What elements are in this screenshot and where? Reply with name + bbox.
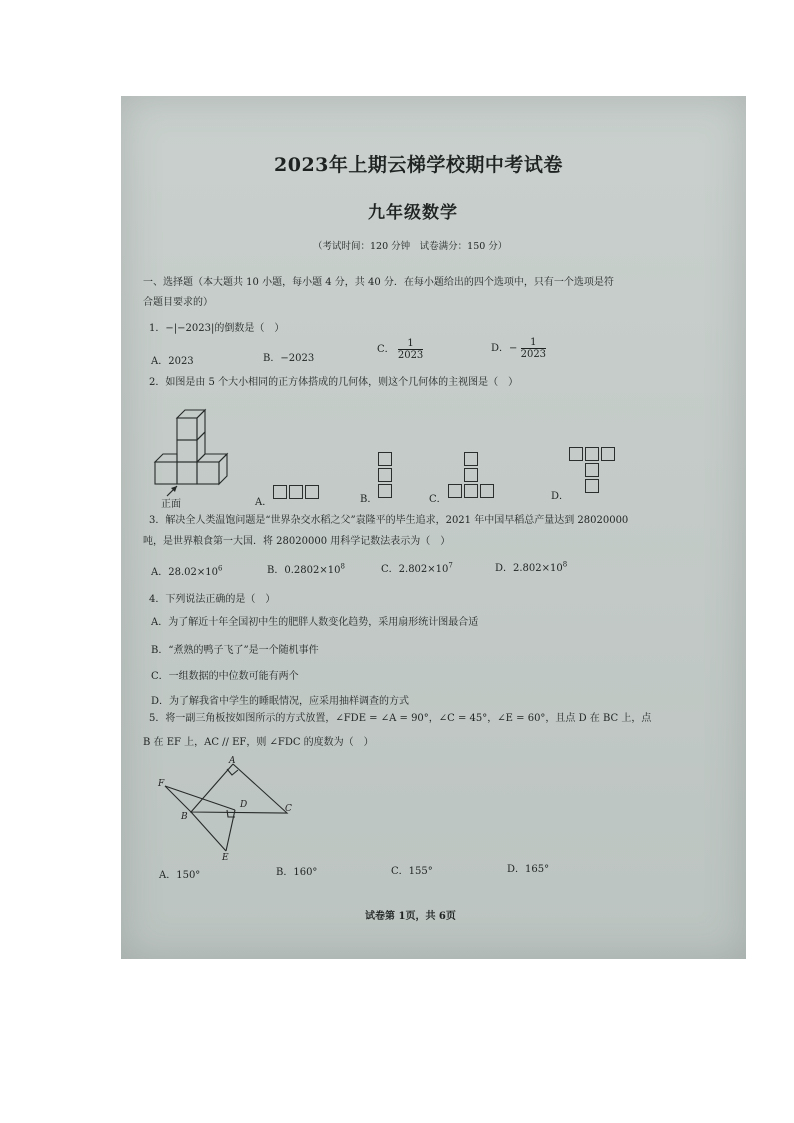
- q5-label-E: E: [222, 853, 229, 860]
- exam-sheet: [121, 96, 746, 959]
- q1-stem: [149, 319, 284, 334]
- q5-option-b: B．160°: [276, 867, 318, 878]
- q2-option-c: C．: [429, 494, 447, 505]
- q4-option-d: D．为了解我省中学生的睡眠情况，应采用抽样调查的方式: [151, 696, 410, 707]
- q1-option-d-label: D．−: [491, 343, 518, 354]
- q3-stem-line1: 3．解决全人类温饱问题是“世界杂交水稻之父”袁隆平的毕生追求，2021 年中国早稻总产量达到 28020000: [149, 515, 629, 526]
- q5-label-B: B: [181, 812, 188, 822]
- q2-option-d: D．: [551, 491, 570, 502]
- q1-expression: −|−2023|: [165, 323, 215, 334]
- q3-option-a: [151, 563, 222, 578]
- q3-option-d-exponent: 8: [562, 560, 568, 569]
- q1-option-c-label: C．: [377, 344, 395, 355]
- q5-label-F: F: [158, 779, 165, 789]
- q5-triangle-figure: [151, 756, 301, 860]
- q3-option-b-exponent: 8: [340, 562, 345, 571]
- q1-question: 的倒数是（ ）: [214, 323, 285, 334]
- q1-option-d: [491, 337, 546, 360]
- q4-option-a: A．为了解近十年全国初中生的肥胖人数变化趋势，采用扇形统计图最合适: [151, 617, 479, 628]
- q5-option-c: C．155°: [391, 866, 433, 877]
- q4-stem: 4．下列说法正确的是（ ）: [149, 594, 276, 605]
- q5-stem-line1: 5．将一副三角板按如图所示的方式放置，∠FDE = ∠A = 90°，∠C = 45°，∠E = 60°，且点 D 在 BC 上，点: [149, 713, 652, 724]
- q2-stem: 2．如图是由 5 个大小相同的正方体搭成的几何体，则这个几何体的主视图是（ ）: [149, 377, 519, 388]
- q5-label-C: C: [285, 804, 292, 814]
- q3-option-c: [381, 560, 453, 575]
- section-heading-line2: 合题目要求的）: [143, 297, 213, 308]
- section-heading-line1: 一、选择题（本大题共 10 小题，每小题 4 分，共 40 分．在每小题给出的四个选项中，只有一个选项是符: [143, 277, 614, 288]
- q3-option-c-exponent: 7: [448, 561, 453, 570]
- q4-option-b: B．“煮熟的鸭子飞了”是一个随机事件: [151, 645, 319, 656]
- q1-option-d-numerator: 1: [521, 337, 546, 349]
- q5-stem-line2: B 在 EF 上，AC // EF，则 ∠FDC 的度数为（ ）: [143, 737, 374, 748]
- page-footer: 试卷第 1页，共 6页: [365, 911, 456, 922]
- exam-meta: （考试时间：120 分钟 试卷满分：150 分）: [313, 241, 508, 252]
- q3-option-b: [267, 561, 345, 576]
- q5-label-A: A: [229, 756, 236, 766]
- q5-option-a: A．150°: [159, 870, 201, 881]
- q1-prefix: 1．: [149, 323, 166, 334]
- q3-option-b-base: B．0.2802×10: [267, 565, 341, 576]
- q2-front-label: 正面: [161, 499, 181, 510]
- q2-solid-figure: [151, 404, 233, 500]
- q5-label-D: D: [240, 800, 248, 810]
- q2-option-a: A．: [255, 497, 273, 508]
- q2-option-b: B．: [360, 494, 378, 505]
- q1-option-d-fraction: [521, 337, 546, 360]
- q3-option-a-base: A．28.02×10: [151, 567, 218, 578]
- q1-option-c-denominator: 2023: [397, 350, 424, 361]
- q3-option-d-base: D．2.802×10: [495, 563, 563, 574]
- q5-option-d: D．165°: [507, 864, 550, 875]
- q1-option-d-denominator: 2023: [520, 349, 547, 360]
- q1-option-c-numerator: 1: [398, 338, 423, 350]
- exam-subtitle: 九年级数学: [368, 203, 458, 223]
- q3-option-d: [495, 559, 567, 574]
- q3-option-c-base: C．2.802×10: [381, 564, 449, 575]
- q1-option-c-fraction: [398, 338, 423, 361]
- q1-option-b: B．−2023: [263, 353, 315, 364]
- q3-option-a-exponent: 6: [217, 564, 223, 573]
- q1-option-a: A．2023: [151, 356, 194, 367]
- q1-option-c: [377, 338, 423, 361]
- q3-stem-line2: 吨，是世界粮食第一大国．将 28020000 用科学记数法表示为（ ）: [143, 536, 451, 547]
- q4-option-c: C．一组数据的中位数可能有两个: [151, 671, 299, 682]
- exam-title: 2023年上期云梯学校期中考试卷: [274, 154, 563, 176]
